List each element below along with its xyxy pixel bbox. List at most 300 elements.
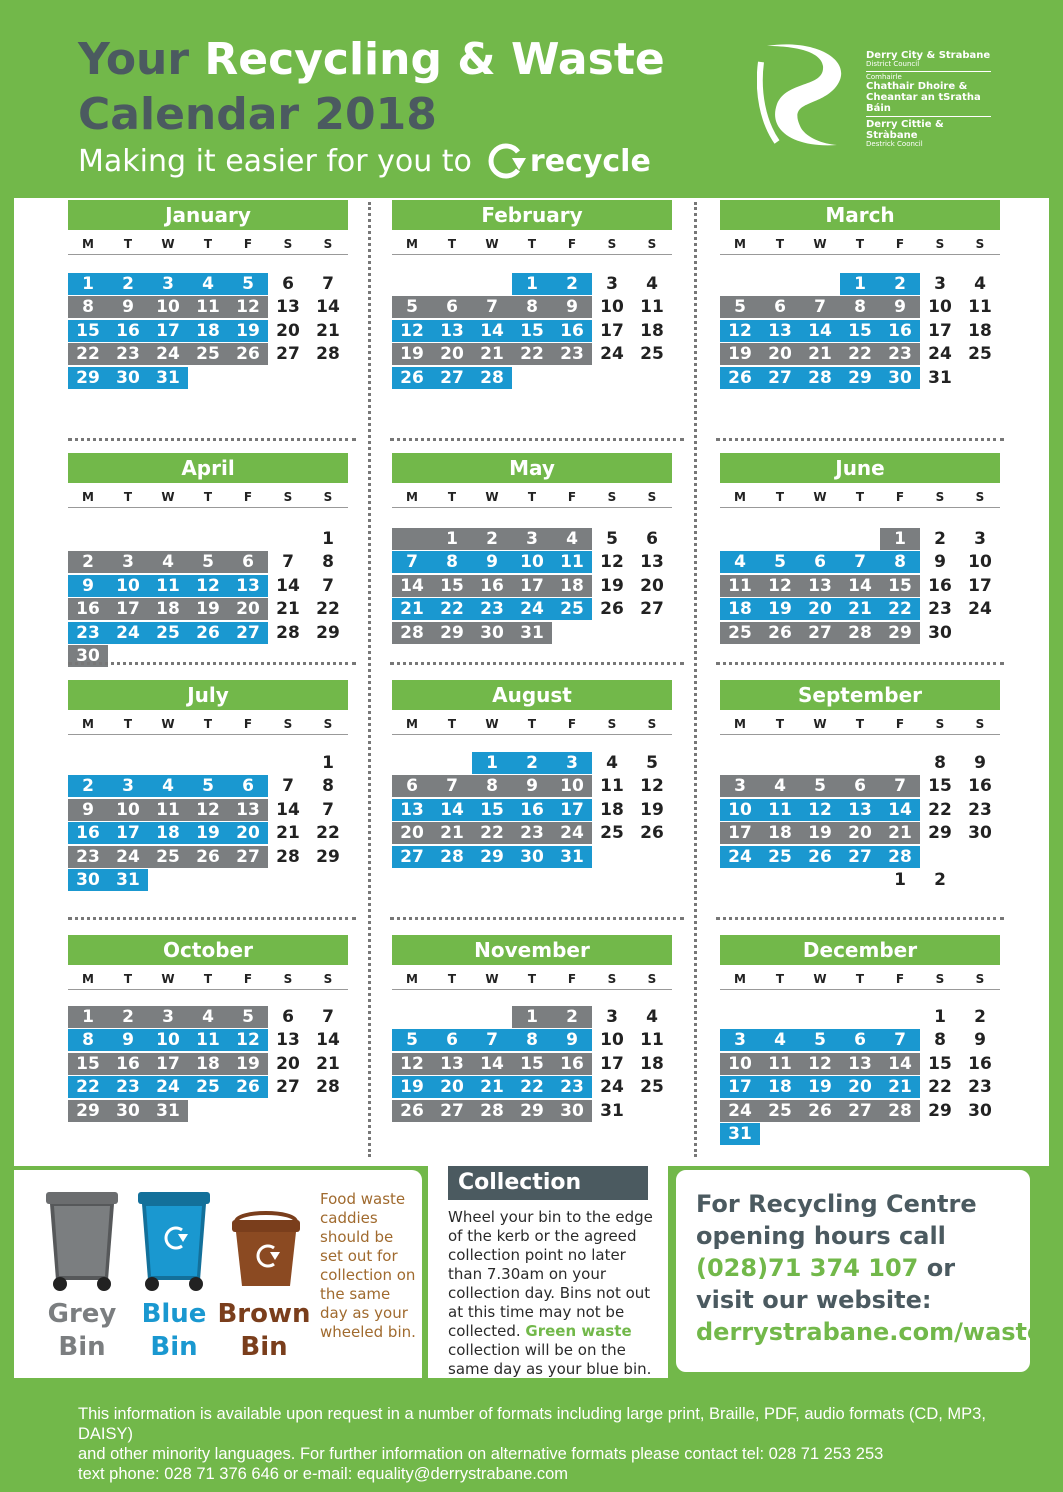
calendar-day: 18 (640, 1053, 664, 1074)
blue-bin-day: 23 (552, 1076, 592, 1098)
blue-bin-day: 23 (68, 622, 108, 644)
centre-or: or (926, 1254, 956, 1282)
blue-bin-day: 26 (720, 367, 760, 389)
blue-bin-day: 17 (552, 799, 592, 821)
grey-bin-day: 14 (472, 1053, 512, 1075)
blue-bin-day: 31 (720, 1123, 760, 1145)
grey-bin-day: 21 (432, 822, 472, 844)
grey-bin-day: 23 (68, 846, 108, 868)
grey-bin-day: 8 (840, 296, 880, 318)
grey-bin-day: 30 (472, 622, 512, 644)
grey-bin-day: 11 (760, 1053, 800, 1075)
blue-bin-day: 24 (512, 598, 552, 620)
calendar-day: 22 (316, 823, 340, 844)
blue-bin-day: 8 (432, 551, 472, 573)
calendar-day: 21 (276, 823, 300, 844)
row-divider (390, 917, 684, 920)
blue-bin-day: 15 (68, 320, 108, 342)
blue-bin-day: 30 (512, 846, 552, 868)
grey-bin-day: 9 (108, 296, 148, 318)
blue-bin-day: 27 (392, 846, 432, 868)
blue-bin-day: 3 (108, 775, 148, 797)
grey-bin-day: 26 (800, 1100, 840, 1122)
calendar-day: 11 (600, 776, 624, 797)
calendar-day: 7 (322, 1007, 334, 1027)
weekday-label: T (123, 490, 133, 504)
blue-bin-day: 10 (108, 575, 148, 597)
blue-bin-day: 9 (108, 1029, 148, 1051)
weekday-label: W (813, 490, 827, 504)
month-september (720, 680, 1000, 890)
weekday-label: T (775, 237, 785, 251)
grey-bin-day: 1 (68, 1006, 108, 1028)
weekday-label: W (813, 237, 827, 251)
grey-bin-day: 17 (108, 598, 148, 620)
grey-bin-day: 29 (512, 1100, 552, 1122)
calendar-day: 27 (640, 599, 664, 620)
grey-bin-day: 22 (840, 343, 880, 365)
blue-bin-day: 18 (148, 822, 188, 844)
blue-bin-day: 26 (228, 1076, 268, 1098)
month-name: January (68, 200, 348, 230)
blue-bin-day: 26 (800, 846, 840, 868)
grey-bin-day: 13 (840, 1053, 880, 1075)
grey-bin-day: 23 (512, 822, 552, 844)
weekday-label: M (734, 972, 746, 986)
column-divider (368, 202, 371, 1157)
bins-legend (14, 1166, 426, 1378)
council-name-ga-2: Cheantar an tSratha Báin (866, 92, 981, 115)
grey-bin-day: 5 (228, 1006, 268, 1028)
weekday-label: T (775, 717, 785, 731)
weekday-label: T (527, 972, 537, 986)
blue-bin-day: 28 (800, 367, 840, 389)
blue-bin-day: 13 (228, 575, 268, 597)
grey-bin-day: 23 (552, 343, 592, 365)
blue-bin-day: 29 (68, 367, 108, 389)
blue-bin-day: 7 (840, 551, 880, 573)
calendar-day: 7 (322, 274, 334, 294)
weekday-label: S (607, 717, 617, 731)
calendar-day: 23 (968, 799, 992, 820)
blue-bin-day: 7 (880, 1029, 920, 1051)
blue-bin-day: 3 (720, 1029, 760, 1051)
calendar-day: 24 (600, 344, 624, 365)
weekday-label: F (243, 237, 253, 251)
grey-bin-day: 18 (148, 598, 188, 620)
blue-bin-day: 16 (512, 799, 552, 821)
blue-bin-day: 2 (68, 775, 108, 797)
blue-bin-day: 25 (760, 846, 800, 868)
blue-bin-day: 10 (720, 799, 760, 821)
weekday-header (392, 969, 672, 990)
blue-bin-day: 12 (188, 575, 228, 597)
blue-bin-day: 11 (760, 799, 800, 821)
blue-bin-day: 12 (392, 320, 432, 342)
calendar-day: 23 (968, 1077, 992, 1098)
weekday-label: M (82, 490, 94, 504)
blue-bin-day: 8 (512, 1029, 552, 1051)
blue-bin-day: 6 (800, 551, 840, 573)
calendar-day: 5 (646, 753, 658, 773)
collection-title: Collection (448, 1166, 648, 1200)
weekday-header (68, 714, 348, 735)
calendar-day: 21 (316, 1053, 340, 1074)
grey-bin-day: 22 (68, 343, 108, 365)
grey-bin-day: 7 (432, 775, 472, 797)
blue-bin-day: 6 (228, 775, 268, 797)
weekday-label: S (647, 972, 657, 986)
weekday-label: W (161, 490, 175, 504)
blue-bin-day: 11 (188, 1029, 228, 1051)
blue-bin-day: 16 (108, 320, 148, 342)
grey-bin-day: 14 (880, 1053, 920, 1075)
weekday-header (720, 714, 1000, 735)
calendar-day: 28 (276, 622, 300, 643)
blue-bin-day: 19 (800, 1076, 840, 1098)
calendar-day: 17 (600, 1053, 624, 1074)
calendar-day: 14 (316, 1030, 340, 1051)
blue-bin-day: 21 (392, 598, 432, 620)
calendar-day: 10 (600, 1030, 624, 1051)
weekday-label: M (82, 717, 94, 731)
grey-bin-day: 17 (720, 822, 760, 844)
grey-bin-day: 19 (188, 598, 228, 620)
blue-bin-day: 18 (720, 598, 760, 620)
blue-bin-day: 25 (188, 1076, 228, 1098)
grey-bin-day: 21 (880, 822, 920, 844)
brown-bin-label: Brown Bin (217, 1299, 311, 1362)
blue-bin-day: 14 (800, 320, 840, 342)
subtitle (78, 142, 651, 180)
blue-bin-day: 20 (432, 1076, 472, 1098)
grey-bin-day: 18 (188, 1053, 228, 1075)
blue-bin-day: 22 (512, 1076, 552, 1098)
calendar-day: 2 (974, 1007, 986, 1027)
blue-bin-day: 5 (800, 1029, 840, 1051)
weekday-header (68, 234, 348, 255)
month-name: September (720, 680, 1000, 710)
grey-bin-day: 6 (840, 775, 880, 797)
blue-bin-day: 27 (432, 367, 472, 389)
grey-bin-day: 28 (472, 1100, 512, 1122)
grey-bin-day: 6 (228, 551, 268, 573)
weekday-label: S (607, 972, 617, 986)
calendar-day: 7 (322, 799, 334, 820)
calendar-day: 3 (606, 274, 618, 294)
weekday-label: S (283, 972, 293, 986)
grey-bin-day: 2 (68, 551, 108, 573)
calendar-day: 4 (646, 1007, 658, 1027)
calendar-day: 16 (968, 776, 992, 797)
weekday-header (392, 714, 672, 735)
blue-bin-day: 4 (148, 775, 188, 797)
weekday-header (720, 487, 1000, 508)
blue-bin-day: 8 (68, 1029, 108, 1051)
blue-bin-day: 31 (552, 846, 592, 868)
calendar-day: 17 (600, 320, 624, 341)
month-name: November (392, 935, 672, 965)
centre-line-1: For Recycling Centre (696, 1190, 977, 1218)
month-december (720, 935, 1000, 1144)
blue-bin-day: 3 (552, 752, 592, 774)
blue-bin-day: 22 (880, 598, 920, 620)
weekday-label: S (975, 717, 985, 731)
month-january (68, 200, 348, 388)
weekday-label: F (243, 490, 253, 504)
month-april (68, 453, 348, 666)
weekday-label: S (975, 237, 985, 251)
recycle-logo (484, 142, 651, 180)
blue-bin-day: 27 (760, 367, 800, 389)
grey-bin-day: 7 (880, 775, 920, 797)
grey-bin-day: 8 (68, 296, 108, 318)
row-divider (68, 438, 356, 441)
blue-bin-day: 2 (108, 273, 148, 295)
month-name: December (720, 935, 1000, 965)
weekday-header (720, 969, 1000, 990)
blue-bin-day: 1 (68, 273, 108, 295)
blue-bin-day: 26 (188, 622, 228, 644)
weekday-label: T (855, 717, 865, 731)
weekday-label: T (775, 490, 785, 504)
calendar-day: 15 (928, 776, 952, 797)
weekday-label: S (323, 972, 333, 986)
weekday-label: T (123, 237, 133, 251)
weekday-label: S (607, 237, 617, 251)
weekday-label: T (447, 972, 457, 986)
blue-bin-day: 27 (840, 846, 880, 868)
row-divider (68, 662, 356, 665)
grey-bin-day: 24 (552, 822, 592, 844)
calendar-day: 12 (640, 776, 664, 797)
grey-bin-day: 19 (720, 343, 760, 365)
grey-bin-day: 28 (392, 622, 432, 644)
blue-bin-day: 6 (840, 1029, 880, 1051)
grey-bin-day: 7 (472, 296, 512, 318)
calendar-day: 20 (276, 1053, 300, 1074)
blue-bin-day: 21 (880, 1076, 920, 1098)
grey-bin-day: 19 (228, 1053, 268, 1075)
weekday-label: F (567, 490, 577, 504)
grey-bin-day: 9 (552, 296, 592, 318)
weekday-label: M (82, 972, 94, 986)
month-november (392, 935, 672, 1121)
grey-bin-day: 15 (432, 575, 472, 597)
blue-bin-day: 10 (512, 551, 552, 573)
calendar-day: 1 (322, 753, 334, 773)
grey-bin-day: 8 (512, 296, 552, 318)
calendar-day: 7 (282, 552, 294, 573)
council-name-en: Derry City & Strabane (866, 50, 991, 61)
blue-bin-day: 24 (108, 622, 148, 644)
blue-bin-day: 22 (68, 1076, 108, 1098)
weekday-label: M (82, 237, 94, 251)
centre-line-4: visit our website: (696, 1286, 932, 1314)
grey-bin-day: 29 (68, 1100, 108, 1122)
grey-bin-day: 3 (108, 551, 148, 573)
calendar-day: 10 (600, 297, 624, 318)
grey-bin-day: 27 (432, 1100, 472, 1122)
weekday-label: S (975, 490, 985, 504)
calendar-day: 3 (606, 1007, 618, 1027)
calendar-day: 29 (316, 846, 340, 867)
blue-bin-day: 19 (760, 598, 800, 620)
calendar-day: 22 (928, 799, 952, 820)
calendar-day: 30 (968, 823, 992, 844)
council-name (866, 50, 991, 149)
month-october (68, 935, 348, 1121)
weekday-label: S (323, 237, 333, 251)
grey-bin-label: Grey Bin (47, 1299, 117, 1362)
blue-bin-day: 13 (432, 320, 472, 342)
month-august (392, 680, 672, 867)
calendar-day: 26 (600, 599, 624, 620)
grey-bin-day: 4 (552, 528, 592, 550)
council-name-ga-1: Chathair Dhoire & (866, 81, 968, 93)
grey-bin-day: 30 (68, 645, 108, 667)
grey-bin-day: 26 (760, 622, 800, 644)
collection-text-tail: collection will be on the same day as your blue bin. (448, 1341, 652, 1378)
blue-bin-day: 14 (432, 799, 472, 821)
calendar-day: 11 (968, 297, 992, 318)
month-name: July (68, 680, 348, 710)
grey-bin-day: 27 (228, 846, 268, 868)
grey-bin-day: 2 (472, 528, 512, 550)
grey-bin-day: 6 (392, 775, 432, 797)
calendar-day: 31 (928, 367, 952, 388)
blue-bin-day: 22 (432, 598, 472, 620)
calendar-day: 3 (974, 529, 986, 549)
blue-bin-day: 9 (552, 1029, 592, 1051)
weekday-label: T (527, 717, 537, 731)
calendar-day: 18 (600, 799, 624, 820)
calendar-day: 24 (968, 599, 992, 620)
blue-bin-day: 7 (392, 551, 432, 573)
council-logo-icon (757, 42, 862, 147)
weekday-label: W (161, 237, 175, 251)
blue-bin-day: 2 (880, 273, 920, 295)
grey-bin-day: 5 (392, 296, 432, 318)
weekday-label: F (895, 237, 905, 251)
grey-bin-day: 3 (720, 775, 760, 797)
calendar-day: 8 (322, 552, 334, 573)
grey-bin-day: 12 (228, 296, 268, 318)
blue-bin-day: 13 (392, 799, 432, 821)
calendar-day: 20 (276, 320, 300, 341)
weekday-label: S (607, 490, 617, 504)
blue-bin-day: 4 (760, 1029, 800, 1051)
grey-bin-day: 27 (840, 1100, 880, 1122)
calendar-panel (14, 198, 1049, 1166)
blue-bin-day: 23 (108, 1076, 148, 1098)
blue-bin-day: 2 (512, 752, 552, 774)
blue-bin-day: 17 (148, 320, 188, 342)
blue-bin-day: 19 (392, 1076, 432, 1098)
grey-bin-day: 27 (800, 622, 840, 644)
subtitle-text: Making it easier for you to (78, 143, 472, 179)
calendar-day: 6 (646, 529, 658, 549)
calendar-day: 19 (600, 575, 624, 596)
blue-bin-day: 18 (760, 1076, 800, 1098)
grey-bin-day: 8 (472, 775, 512, 797)
calendar-day: 2 (934, 870, 946, 890)
calendar-day: 8 (322, 776, 334, 797)
blue-bin-day: 2 (552, 273, 592, 295)
blue-bin-day: 16 (552, 320, 592, 342)
grey-bin-day: 20 (228, 598, 268, 620)
calendar-day: 9 (974, 753, 986, 773)
weekday-label: S (647, 717, 657, 731)
grey-bin-day: 15 (880, 575, 920, 597)
collection-info (448, 1166, 653, 1379)
calendar-day: 16 (968, 1053, 992, 1074)
grey-bin-day: 5 (720, 296, 760, 318)
blue-bin-day: 24 (720, 846, 760, 868)
blue-bin-day: 16 (880, 320, 920, 342)
centre-phone[interactable]: (028)71 374 107 (696, 1254, 919, 1282)
grey-bin-day (392, 528, 432, 550)
blue-bin-day: 19 (188, 822, 228, 844)
calendar-day: 24 (600, 1077, 624, 1098)
blue-bin-day: 30 (880, 367, 920, 389)
calendar-day: 7 (282, 776, 294, 797)
calendar-day: 30 (928, 622, 952, 643)
weekday-label: F (895, 490, 905, 504)
grey-bin-day: 12 (800, 1053, 840, 1075)
calendar-day: 21 (316, 320, 340, 341)
calendar-day: 20 (640, 575, 664, 596)
calendar-day: 29 (928, 1100, 952, 1121)
grey-bin-day: 15 (68, 1053, 108, 1075)
title-line-2: Calendar 2018 (78, 89, 437, 140)
grey-bin-day: 13 (432, 1053, 472, 1075)
weekday-label: T (123, 972, 133, 986)
grey-bin-day: 4 (188, 1006, 228, 1028)
grey-bin-day: 24 (720, 1100, 760, 1122)
grey-bin-day: 23 (880, 343, 920, 365)
grey-bin-day: 20 (432, 343, 472, 365)
grey-bin-day: 10 (148, 296, 188, 318)
weekday-label: W (485, 972, 499, 986)
blue-bin-day: 24 (148, 1076, 188, 1098)
grey-bin-day: 25 (148, 846, 188, 868)
weekday-label: S (935, 237, 945, 251)
weekday-label: S (283, 237, 293, 251)
calendar-day: 4 (974, 274, 986, 294)
weekday-label: M (734, 490, 746, 504)
grey-bin-day: 16 (68, 598, 108, 620)
calendar-day: 2 (934, 529, 946, 549)
grey-bin-day: 22 (512, 343, 552, 365)
weekday-label: T (855, 972, 865, 986)
calendar-day: 28 (276, 846, 300, 867)
month-june (720, 453, 1000, 643)
grey-bin-day: 24 (108, 846, 148, 868)
weekday-label: S (935, 717, 945, 731)
month-march (720, 200, 1000, 388)
blue-bin-day: 31 (108, 869, 148, 891)
centre-website[interactable]: derrystrabane.com/waste (696, 1318, 1044, 1346)
blue-bin-day: 28 (880, 846, 920, 868)
collection-green-waste: Green waste (525, 1322, 632, 1340)
grey-bin-day: 21 (800, 343, 840, 365)
weekday-label: F (567, 717, 577, 731)
grey-bin-day: 14 (392, 575, 432, 597)
blue-bin-day: 14 (472, 320, 512, 342)
blue-bin-day: 15 (840, 320, 880, 342)
grey-bin-day: 31 (512, 622, 552, 644)
